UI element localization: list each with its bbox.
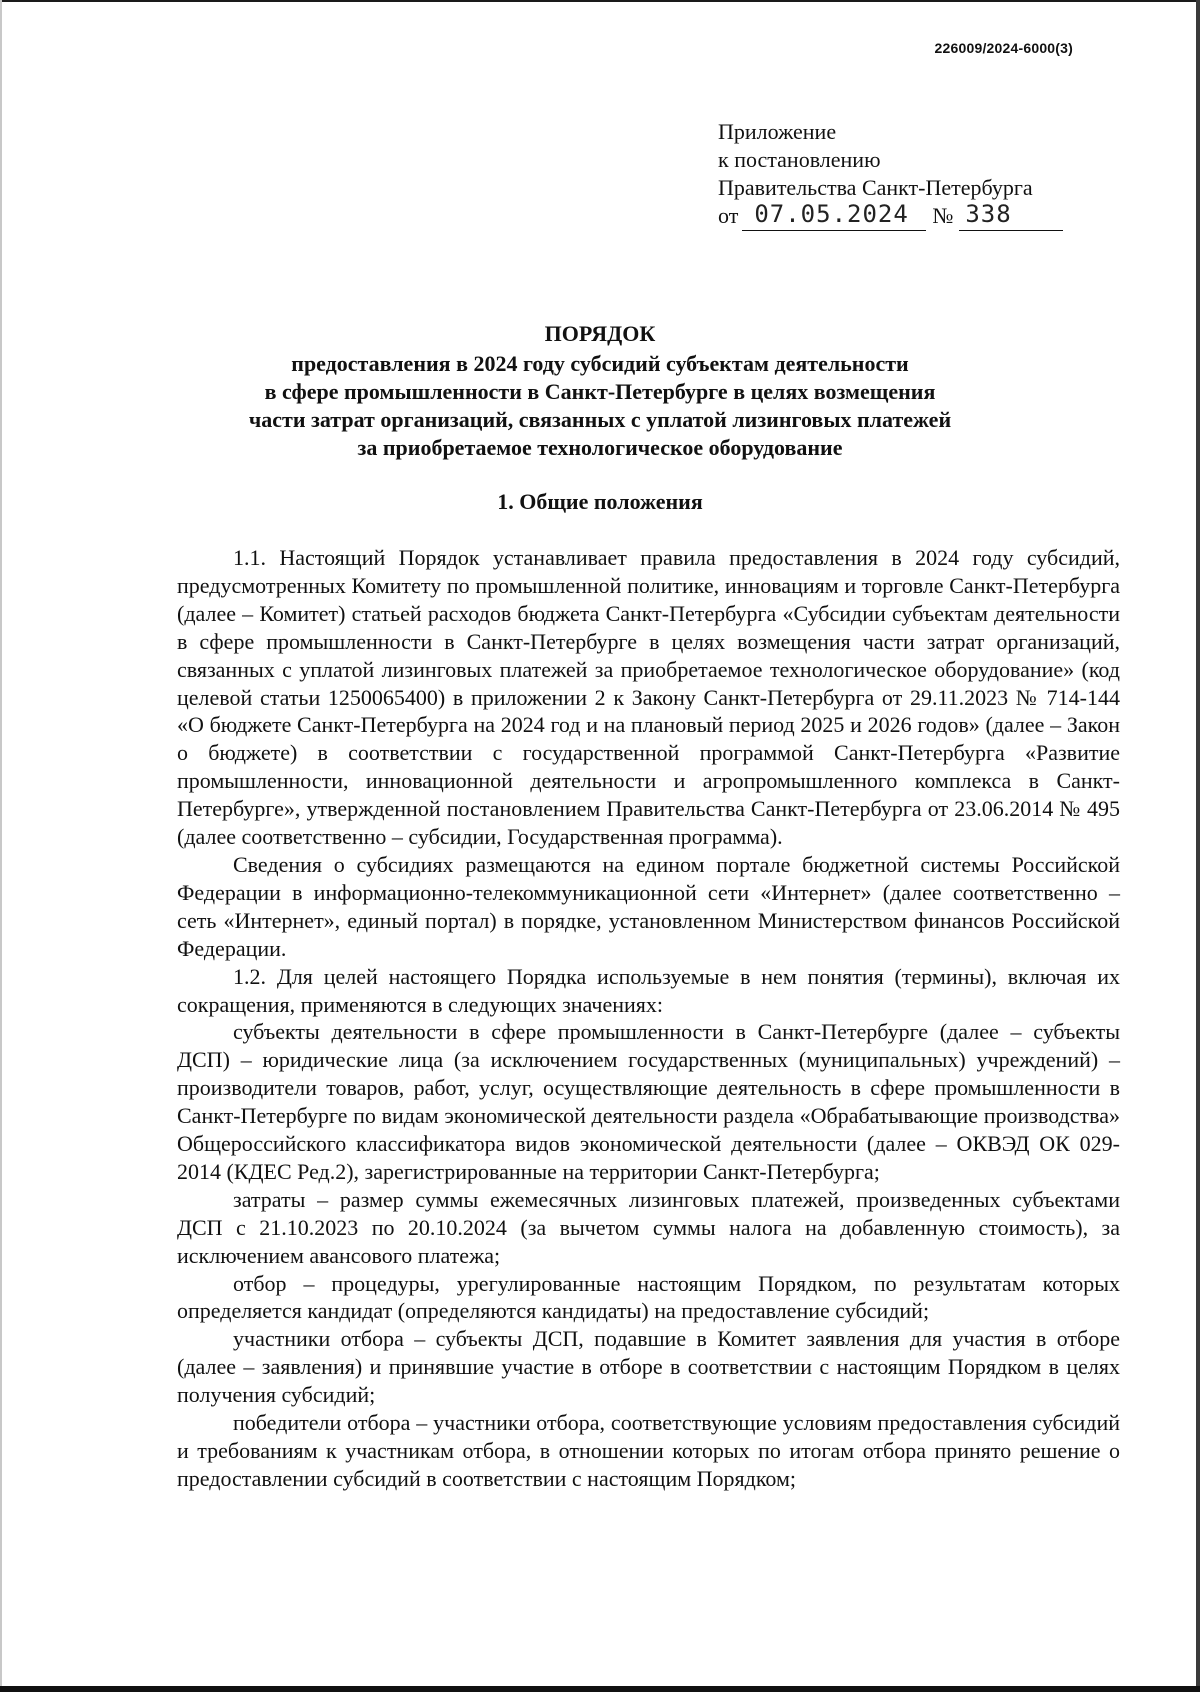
document-number: 226009/2024-6000(3) (934, 40, 1073, 56)
paragraph: 1.2. Для целей настоящего Порядка используемые в нем понятия (термины), включая их сокращения, применяются в следующих значениях: (177, 963, 1120, 1017)
scan-edge-right (1196, 0, 1200, 1692)
number-label: № (932, 203, 954, 228)
appendix-block (718, 118, 1078, 231)
paragraph: отбор – процедуры, урегулированные настоящим Порядком, по результатам которых определяется кандидат (определяются кандидаты) на предоставление субсидий; (177, 1270, 1120, 1324)
scan-edge-bottom (0, 1686, 1200, 1692)
date-field (742, 202, 926, 231)
handwritten-date: 07.05.2024 (754, 200, 909, 228)
paragraph: субъекты деятельности в сфере промышленности в Санкт-Петербурге (далее – субъекты ДСП) – юридические лица (за исключением государственных (муниципальных) учреждений) – производители товаров, работ, услуг, осуществляющие деятельность в сфере промышленности в Санкт-Петербурге по видам экономической деятельности раздела «Обрабатывающие производства» Общероссийского классификатора видов экономической деятельности (далее – ОКВЭД ОК 029-2014 (КДЕС Ред.2), зарегистрированные на территории Санкт-Петербурга; (177, 1019, 1120, 1184)
scan-edge-left (0, 0, 2, 1692)
paragraph: победители отбора – участники отбора, соответствующие условиям предоставления субсидий и требованиям к участникам отбора, в отношении которых по итогам отбора принято решение о предоставлении субсидий в соответствии с настоящим Порядком; (177, 1410, 1120, 1491)
section-heading: 1. Общие положения (497, 489, 703, 514)
paragraph: участники отбора – субъекты ДСП, подавшие в Комитет заявления для участия в отборе (далее – заявления) и принявшие участие в отборе в соответствии с настоящим Порядком в целях получения субсидий; (177, 1326, 1120, 1408)
title-line: в сфере промышленности в Санкт-Петербурге в целях возмещения (264, 379, 936, 404)
title-line: предоставления в 2024 году субсидий субъектам деятельности (291, 351, 909, 376)
appendix-line-2: к постановлению (718, 147, 881, 172)
appendix-line-1: Приложение (718, 119, 837, 144)
title-line: за приобретаемое технологическое оборудование (357, 435, 843, 460)
appendix-line-3: Правительства Санкт-Петербурга (718, 175, 1033, 200)
appendix-date-row (718, 202, 1078, 231)
from-label: от (718, 203, 739, 228)
number-field (959, 202, 1063, 231)
handwritten-number: 338 (965, 200, 1012, 228)
paragraph: Сведения о субсидиях размещаются на едином портале бюджетной системы Российской Федерации в информационно-телекоммуникационной сети «Интернет» (далее соответственно – сеть «Интернет», единый портал) в порядке, установленном Министерством финансов Российской Федерации. (177, 851, 1120, 961)
title-main: ПОРЯДОК (544, 321, 656, 346)
scan-edge-top (0, 0, 1200, 2)
title-line: части затрат организаций, связанных с уплатой лизинговых платежей (248, 407, 952, 432)
paragraph: затраты – размер суммы ежемесячных лизинговых платежей, произведенных субъектами ДСП с 21.10.2023 по 20.10.2024 (за вычетом суммы налога на добавленную стоимость), за исключением авансового платежа; (177, 1186, 1120, 1268)
paragraph: 1.1. Настоящий Порядок устанавливает правила предоставления в 2024 году субсидий, предусмотренных Комитету по промышленной политике, инновациям и торговле Санкт-Петербурга (далее – Комитет) статьей расходов бюджета Санкт-Петербурга «Субсидии субъектам деятельности в сфере промышленности в Санкт-Петербурге в целях возмещения части затрат организаций, связанных с уплатой лизинговых платежей за приобретаемое технологическое оборудование» (код целевой статьи 1250065400) в приложении 2 к Закону Санкт-Петербурга от 29.11.2023 № 714-144 «О бюджете Санкт-Петербурга на 2024 год и на плановый период 2025 и 2026 годов» (далее – Закон о бюджете) в соответствии с государственной программой Санкт-Петербурга «Развитие промышленности, инновационной деятельности и агропромышленного комплекса в Санкт-Петербурге», утвержденной постановлением Правительства Санкт-Петербурга от 23.06.2014 № 495 (далее соответственно – субсидии, Государственная программа). (177, 545, 1120, 850)
document-body (177, 544, 1120, 1493)
document-title (160, 320, 1040, 462)
